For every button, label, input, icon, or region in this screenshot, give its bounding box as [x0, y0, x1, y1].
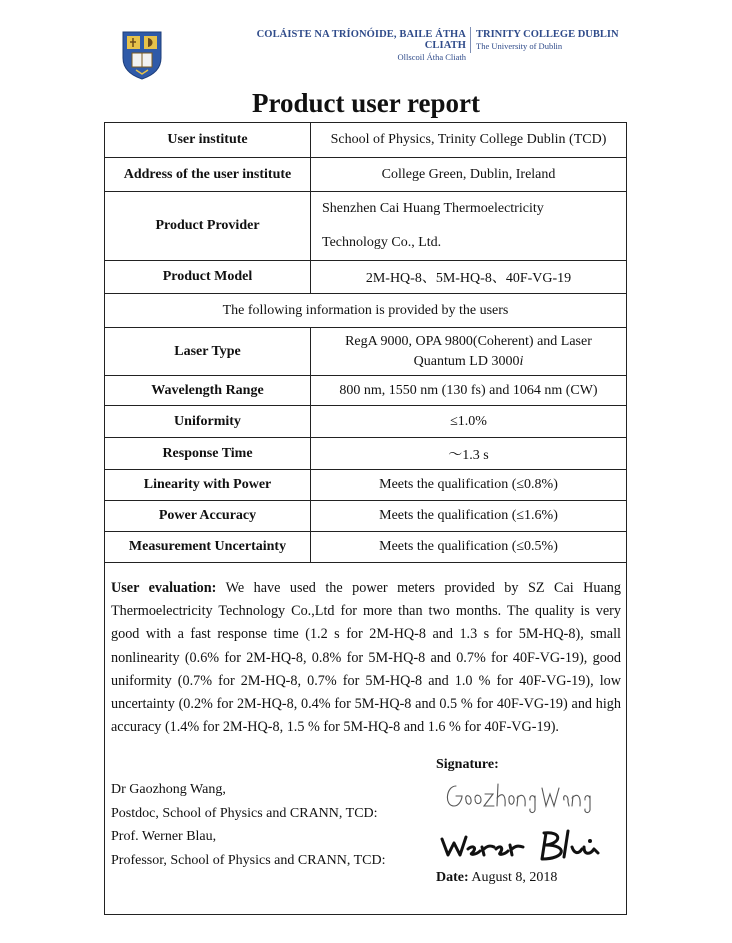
person1-name: Dr Gaozhong Wang, — [111, 782, 226, 797]
accuracy-value: Meets the qualification (≤1.6%) — [311, 501, 627, 532]
laser-type-line1: RegA 9000, OPA 9800(Coherent) and Laser — [345, 333, 592, 349]
table-row — [105, 328, 627, 376]
header-irish-subtitle: Ollscoil Átha Cliath — [397, 52, 466, 62]
page-title: Product user report — [252, 88, 480, 118]
table-row — [105, 261, 627, 294]
uncertainty-label: Measurement Uncertainty — [105, 532, 311, 563]
users-info-note: The following information is provided by the users — [105, 294, 627, 328]
laser-type-line2-text: Quantum LD 3000 — [413, 353, 520, 369]
table-row — [105, 158, 627, 192]
product-info-table — [104, 122, 627, 563]
accuracy-label: Power Accuracy — [105, 501, 311, 532]
laser-type-italic: i — [519, 353, 524, 369]
provider-value-line2: Technology Co., Ltd. — [322, 235, 442, 250]
user-evaluation — [111, 577, 621, 739]
provider-label: Product Provider — [105, 192, 311, 261]
header-english-title: TRINITY COLLEGE DUBLIN — [476, 29, 619, 40]
uniformity-label: Uniformity — [105, 406, 311, 438]
user-institute-label: User institute — [105, 123, 311, 158]
table-row — [105, 376, 627, 406]
user-evaluation-text: We have used the power meters provided by SZ Cai Huang Thermoelectricity Technology Co.,Ltd for more than two months. The quality is very good with a fast response time (1.2 s for 2M-HQ-8 and 1.3 s for 5M-HQ-8), small nonlinearity (0.6% for 2M-HQ-8, 0.8% for 5M-HQ-8 and 0.7% for 40F-VG-19), good uniformity (0.7% for 2M-HQ-8, 0.7% for 5M-HQ-8 and 1.0 % for 40F-VG-19), low uncertainty (0.2% for 2M-HQ-8, 0.4% for 5M-HQ-8 and 0.5 % for 40F-VG-19) and high accuracy (1.4% for 2M-HQ-8, 1.5 % for 5M-HQ-8 and 1.6 % for 40F-VG-19). — [111, 580, 621, 736]
provider-value-line1: Shenzhen Cai Huang Thermoelectricity — [322, 201, 544, 216]
person1-role: Postdoc, School of Physics and CRANN, TCD: — [111, 805, 378, 821]
table-row — [105, 532, 627, 563]
model-label: Product Model — [105, 261, 311, 294]
header-english-name — [476, 29, 619, 51]
header-divider — [470, 27, 471, 53]
table-row — [105, 294, 627, 328]
signatories-block — [111, 778, 386, 872]
signature-date — [436, 870, 557, 886]
table-row — [105, 438, 627, 470]
header-irish-title: COLÁISTE NA TRÍONÓIDE, BAILE ÁTHA CLIATH — [256, 29, 466, 51]
table-row — [105, 123, 627, 158]
table-row — [105, 406, 627, 438]
address-label: Address of the user institute — [105, 158, 311, 192]
header-irish-name — [226, 29, 466, 62]
model-value: 2M-HQ-8、5M-HQ-8、40F-VG-19 — [311, 261, 627, 294]
person2-role: Professor, School of Physics and CRANN, TCD: — [111, 852, 386, 868]
wavelength-label: Wavelength Range — [105, 376, 311, 406]
response-time-label: Response Time — [105, 438, 311, 470]
linearity-value: Meets the qualification (≤0.8%) — [311, 470, 627, 501]
signature-gaozhong-wang — [442, 776, 592, 816]
signature-werner-blau — [438, 825, 603, 865]
uncertainty-value: Meets the qualification (≤0.5%) — [311, 532, 627, 563]
signature-label: Signature: — [436, 757, 499, 772]
person2-name: Prof. Werner Blau, — [111, 829, 217, 844]
table-row — [105, 470, 627, 501]
table-row — [105, 192, 627, 261]
laser-type-value — [311, 328, 627, 376]
response-time-value: ～1.3 s — [311, 438, 627, 470]
laser-type-line2 — [317, 352, 620, 372]
linearity-label: Linearity with Power — [105, 470, 311, 501]
tcd-crest-logo — [121, 30, 163, 80]
provider-value — [311, 192, 627, 261]
user-institute-value: School of Physics, Trinity College Dublin (TCD) — [311, 123, 627, 158]
laser-type-label: Laser Type — [105, 328, 311, 376]
address-value: College Green, Dublin, Ireland — [311, 158, 627, 192]
date-label: Date: — [436, 870, 469, 885]
wavelength-value: 800 nm, 1550 nm (130 fs) and 1064 nm (CW) — [311, 376, 627, 406]
table-row — [105, 501, 627, 532]
header-english-subtitle: The University of Dublin — [476, 41, 563, 51]
uniformity-value: ≤1.0% — [311, 406, 627, 438]
date-value: August 8, 2018 — [471, 870, 558, 885]
user-evaluation-label: User evaluation: — [111, 580, 217, 596]
